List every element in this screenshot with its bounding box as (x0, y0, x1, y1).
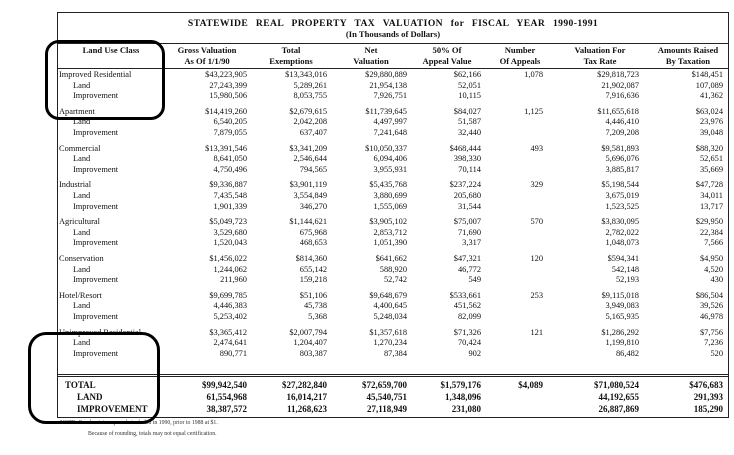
cell-gross: 4,446,383 (213, 301, 247, 311)
cell-valtax: 1,199,810 (605, 338, 639, 348)
cell-net: 4,497,997 (373, 117, 407, 127)
cell-net: $1,357,618 (369, 327, 407, 337)
cell-raised: $148,451 (691, 70, 723, 79)
table-row (57, 328, 729, 339)
cell-appeal: 52,051 (457, 80, 481, 90)
cell-net: 7,241,648 (373, 128, 407, 137)
cell-appeal: 31,544 (457, 201, 481, 211)
totals-row (57, 403, 729, 415)
cell-appeal: 46,772 (457, 264, 481, 274)
header-line: Number (504, 45, 536, 55)
cell-appeal: 231,080 (451, 404, 481, 414)
table-row (57, 154, 729, 165)
table-row (57, 91, 729, 102)
header-line: Total (281, 45, 301, 55)
cell-valtax: $3,830,095 (601, 217, 639, 227)
row-label: Agricultural (59, 217, 100, 227)
cell-num: 493 (530, 143, 543, 153)
row-label: Industrial (59, 180, 92, 190)
cell-valtax: $5,198,544 (601, 180, 639, 190)
cell-num: 1,078 (524, 70, 543, 79)
cell-appeal: 398,330 (453, 154, 481, 164)
header-net (333, 45, 409, 67)
cell-raised: $29,950 (695, 217, 723, 227)
table-row (57, 338, 729, 349)
table-row (57, 312, 729, 323)
cell-appeal: 549 (468, 275, 481, 285)
cell-valtax: 86,482 (615, 348, 639, 358)
cell-raised: 185,290 (693, 404, 723, 414)
cell-valtax: 7,916,636 (605, 91, 639, 101)
header-exemptions (253, 45, 329, 67)
cell-exempt: 346,270 (299, 201, 327, 211)
cell-gross: 4,750,496 (213, 164, 247, 174)
cell-exempt: 11,268,623 (286, 404, 327, 414)
cell-valtax: 542,148 (611, 264, 639, 274)
cell-appeal: 71,690 (457, 227, 481, 237)
cell-raised: 22,384 (699, 227, 723, 237)
cell-net: $11,739,645 (365, 106, 407, 116)
cell-net: 4,400,645 (373, 301, 407, 311)
row-label: Unimproved Residential (59, 327, 142, 337)
cell-appeal: 451,562 (453, 301, 481, 311)
cell-gross: 1,901,339 (213, 201, 247, 211)
report-title: STATEWIDE REAL PROPERTY TAX VALUATION for FISCAL YEAR 1990-1991 (187, 18, 599, 29)
title-block (57, 18, 729, 40)
row-label: Conservation (59, 254, 104, 263)
cell-net: 6,094,406 (373, 154, 407, 164)
row-label: Land (73, 338, 91, 348)
header-line: Appeal Value (422, 56, 472, 66)
cell-num: 120 (530, 254, 543, 263)
cell-gross: 1,520,043 (213, 238, 247, 248)
cell-appeal: $75,007 (453, 217, 481, 227)
cell-raised: 7,566 (704, 238, 723, 248)
cell-exempt: 675,968 (299, 227, 327, 237)
header-line: Exemptions (269, 56, 313, 66)
header-raised (649, 45, 727, 67)
row-label: Land (73, 80, 91, 90)
cell-appeal: 82,099 (457, 312, 481, 321)
cell-gross: $14,419,260 (205, 106, 247, 116)
cell-gross: $9,699,785 (209, 290, 247, 300)
row-label: Improvement (73, 128, 119, 137)
cell-raised: 520 (710, 348, 723, 358)
cell-appeal: 3,317 (462, 238, 481, 248)
table-row (57, 107, 729, 118)
cell-gross: 7,435,548 (213, 191, 247, 200)
cell-net: 7,926,751 (373, 91, 407, 101)
row-label: Hotel/Resort (59, 290, 102, 300)
table-row (57, 180, 729, 191)
cell-appeal: $47,321 (453, 254, 481, 263)
column-headers (57, 45, 729, 69)
table-row (57, 349, 729, 360)
cell-exempt: $51,106 (299, 290, 327, 300)
row-label: Improvement (73, 348, 119, 358)
cell-raised: $86,504 (695, 290, 723, 300)
cell-net: 1,270,234 (373, 338, 407, 348)
cell-appeal: $533,661 (449, 290, 481, 300)
cell-appeal: 902 (468, 348, 481, 358)
cell-exempt: $3,901,119 (289, 180, 327, 190)
cell-num: $4,089 (518, 380, 543, 390)
cell-gross: 211,960 (220, 275, 247, 285)
cell-net: $641,662 (375, 254, 407, 263)
cell-raised: 39,048 (699, 128, 723, 137)
cell-gross: $1,456,022 (209, 254, 247, 263)
cell-gross: $99,942,540 (202, 380, 247, 390)
cell-appeal: $71,326 (453, 327, 481, 337)
cell-exempt: 2,042,208 (293, 117, 327, 127)
cell-valtax: 3,675,019 (605, 191, 639, 200)
cell-valtax: 5,165,935 (605, 312, 639, 321)
table-row (57, 238, 729, 249)
cell-net: 2,853,712 (373, 227, 407, 237)
cell-valtax: 3,949,083 (605, 301, 639, 311)
cell-gross: $43,223,905 (205, 70, 247, 79)
cell-net: $5,435,768 (369, 180, 407, 190)
cell-raised: 46,978 (699, 312, 723, 321)
cell-num: 121 (530, 327, 543, 337)
cell-raised: 7,236 (704, 338, 723, 348)
table-row (57, 265, 729, 276)
row-label: Apartment (59, 106, 95, 116)
cell-exempt: $2,679,615 (289, 106, 327, 116)
header-val-tax (555, 45, 645, 67)
cell-raised: $7,756 (699, 327, 723, 337)
cell-gross: 27,243,399 (209, 80, 247, 90)
cell-raised: 35,669 (699, 164, 723, 174)
footnote-rounding: Because of rounding, totals may not equal certification. (88, 431, 217, 437)
cell-appeal: 70,424 (457, 338, 481, 348)
cell-raised: 39,526 (699, 301, 723, 311)
table-row (57, 81, 729, 92)
row-label: IMPROVEMENT (77, 404, 148, 414)
cell-valtax: 2,782,022 (605, 227, 639, 237)
cell-gross: 5,253,402 (213, 312, 247, 321)
cell-raised: $4,950 (699, 254, 723, 263)
header-line: Net (364, 45, 378, 55)
cell-raised: $47,728 (695, 180, 723, 190)
cell-net: 5,248,034 (373, 312, 407, 321)
table-row (57, 165, 729, 176)
cell-valtax: $11,655,618 (597, 106, 639, 116)
cell-valtax: 52,193 (615, 275, 639, 285)
cell-valtax: $1,286,292 (601, 327, 639, 337)
cell-gross: 6,540,205 (213, 117, 247, 127)
cell-exempt: 5,289,261 (293, 80, 327, 90)
header-gross (167, 45, 247, 67)
cell-appeal: $84,027 (453, 106, 481, 116)
cell-exempt: $814,360 (295, 254, 327, 263)
cell-raised: 430 (710, 275, 723, 285)
cell-raised: $476,683 (689, 380, 723, 390)
cell-exempt: 45,738 (303, 301, 327, 311)
cell-net: $10,050,337 (365, 143, 407, 153)
header-line: Amounts Raised (657, 45, 719, 55)
cell-valtax: 7,209,208 (605, 128, 639, 137)
header-line: Valuation For (574, 45, 626, 55)
cell-valtax: 44,192,655 (598, 392, 639, 402)
header-line: 50% Of (432, 45, 462, 55)
cell-gross: $3,365,412 (209, 327, 247, 337)
cell-appeal: $62,166 (453, 70, 481, 79)
cell-net: $9,648,679 (369, 290, 407, 300)
totals-rule-top (57, 374, 729, 375)
cell-exempt: 16,014,217 (286, 392, 327, 402)
row-label: Improvement (73, 275, 119, 285)
cell-gross: 1,244,062 (213, 264, 247, 274)
cell-gross: $13,391,546 (205, 143, 247, 153)
header-rule (57, 43, 729, 44)
cell-gross: 61,554,968 (206, 392, 247, 402)
cell-valtax: 26,887,869 (598, 404, 639, 414)
table-row (57, 70, 729, 81)
header-underline (57, 68, 729, 69)
cell-gross: 38,387,572 (206, 404, 247, 414)
header-line: Tax Rate (583, 56, 617, 66)
cell-exempt: 637,407 (299, 128, 327, 137)
cell-gross: $9,336,887 (209, 180, 247, 190)
cell-appeal: 205,680 (453, 191, 481, 200)
cell-appeal: $1,579,176 (440, 380, 481, 390)
cell-valtax: 3,885,817 (605, 164, 639, 174)
totals-row (57, 379, 729, 391)
cell-valtax: $29,818,723 (597, 70, 639, 79)
row-label: Land (73, 191, 91, 200)
cell-valtax: $594,341 (607, 254, 639, 263)
cell-raised: $63,024 (695, 106, 723, 116)
cell-num: 253 (530, 290, 543, 300)
table-row (57, 191, 729, 202)
row-label: Land (73, 301, 91, 311)
cell-raised: 107,089 (695, 80, 723, 90)
row-label: Improvement (73, 312, 119, 321)
cell-gross: 2,474,641 (213, 338, 247, 348)
cell-net: 1,555,069 (373, 201, 407, 211)
footnote-note: NOTE: Condominium parcels included in 1990, prior to 1988 at $1. (60, 420, 218, 426)
row-label: Land (73, 264, 91, 274)
row-label: Improvement (73, 201, 119, 211)
cell-raised: 34,011 (700, 191, 723, 200)
cell-gross: 15,980,506 (209, 91, 247, 101)
row-label: Land (73, 117, 91, 127)
cell-exempt: $13,343,016 (285, 70, 327, 79)
cell-gross: 7,879,055 (213, 128, 247, 137)
report-subtitle: (In Thousands of Dollars) (345, 29, 441, 39)
cell-exempt: 3,554,849 (293, 191, 327, 200)
cell-num: 329 (530, 180, 543, 190)
cell-raised: 41,362 (699, 91, 723, 101)
cell-gross: 890,771 (219, 348, 247, 358)
cell-exempt: 159,218 (299, 275, 327, 285)
cell-appeal: $237,224 (449, 180, 481, 190)
cell-net: $72,659,700 (362, 380, 407, 390)
cell-gross: $5,049,723 (209, 217, 247, 227)
header-line: Land Use Class (82, 45, 140, 55)
totals-rule-top-double (57, 376, 729, 377)
cell-raised: 4,520 (704, 264, 723, 274)
row-label: Land (73, 227, 91, 237)
cell-raised: $88,320 (695, 143, 723, 153)
cell-net: 45,540,751 (366, 392, 407, 402)
cell-raised: 13,717 (699, 201, 723, 211)
row-label: Improved Residential (59, 70, 132, 79)
cell-exempt: $2,007,794 (289, 327, 327, 337)
cell-valtax: $9,581,893 (601, 143, 639, 153)
totals-row (57, 391, 729, 403)
cell-net: 588,920 (379, 264, 407, 274)
cell-valtax: $9,115,018 (601, 290, 639, 300)
table-row (57, 291, 729, 302)
row-label: Land (73, 154, 91, 164)
cell-valtax: 5,696,076 (605, 154, 639, 164)
cell-valtax: 1,048,073 (605, 238, 639, 248)
cell-exempt: 468,653 (299, 238, 327, 248)
row-label: Commercial (59, 143, 101, 153)
header-appeal (409, 45, 485, 67)
header-line: Valuation (353, 56, 389, 66)
row-label: Improvement (73, 238, 119, 248)
row-label: LAND (77, 392, 103, 402)
cell-valtax: 21,902,087 (601, 80, 639, 90)
table-row (57, 254, 729, 265)
row-label: TOTAL (65, 380, 96, 390)
cell-exempt: 655,142 (299, 264, 327, 274)
cell-net: 21,954,138 (369, 80, 407, 90)
row-label: Improvement (73, 91, 119, 101)
cell-net: 1,051,390 (373, 238, 407, 248)
cell-net: 3,880,699 (373, 191, 407, 200)
cell-exempt: 8,053,755 (293, 91, 327, 101)
cell-exempt: $1,144,621 (289, 217, 327, 227)
table-row (57, 144, 729, 155)
cell-num: 570 (530, 217, 543, 227)
cell-gross: 8,641,050 (213, 154, 247, 164)
cell-raised: 23,976 (699, 117, 723, 127)
cell-valtax: $71,080,524 (594, 380, 639, 390)
cell-net: 87,384 (383, 348, 407, 358)
cell-valtax: 1,523,525 (605, 201, 639, 211)
cell-net: 52,742 (383, 275, 407, 285)
cell-exempt: 2,546,644 (293, 154, 327, 164)
cell-net: 27,118,949 (366, 404, 407, 414)
cell-appeal: $468,444 (449, 143, 481, 153)
cell-exempt: 5,368 (308, 312, 327, 321)
header-line: Of Appeals (499, 56, 541, 66)
cell-net: $3,905,102 (369, 217, 407, 227)
table-row (57, 128, 729, 139)
cell-appeal: 32,440 (457, 128, 481, 137)
cell-appeal: 10,115 (458, 91, 481, 101)
row-label: Improvement (73, 164, 119, 174)
cell-gross: 3,529,680 (213, 227, 247, 237)
table-row (57, 228, 729, 239)
header-land-use (57, 45, 165, 56)
header-line: By Taxation (665, 56, 711, 66)
cell-exempt: $3,341,209 (289, 143, 327, 153)
cell-num: 1,125 (524, 106, 543, 116)
table-row (57, 301, 729, 312)
cell-exempt: $27,282,840 (282, 380, 327, 390)
header-num-appeals (487, 45, 553, 67)
table-row (57, 217, 729, 228)
header-line: As Of 1/1/90 (184, 56, 230, 66)
cell-exempt: 794,565 (299, 164, 327, 174)
table-row (57, 275, 729, 286)
cell-appeal: 70,114 (458, 164, 481, 174)
cell-raised: 52,651 (699, 154, 723, 164)
cell-net: 3,955,931 (373, 164, 407, 174)
cell-valtax: 4,446,410 (605, 117, 639, 127)
cell-raised: 291,393 (693, 392, 723, 402)
cell-appeal: 51,587 (457, 117, 481, 127)
table-row (57, 117, 729, 128)
cell-exempt: 803,387 (299, 348, 327, 358)
header-line: Gross Valuation (177, 45, 237, 55)
cell-exempt: 1,204,407 (293, 338, 327, 348)
cell-appeal: 1,348,096 (445, 392, 481, 402)
cell-net: $29,880,889 (365, 70, 407, 79)
table-row (57, 202, 729, 213)
